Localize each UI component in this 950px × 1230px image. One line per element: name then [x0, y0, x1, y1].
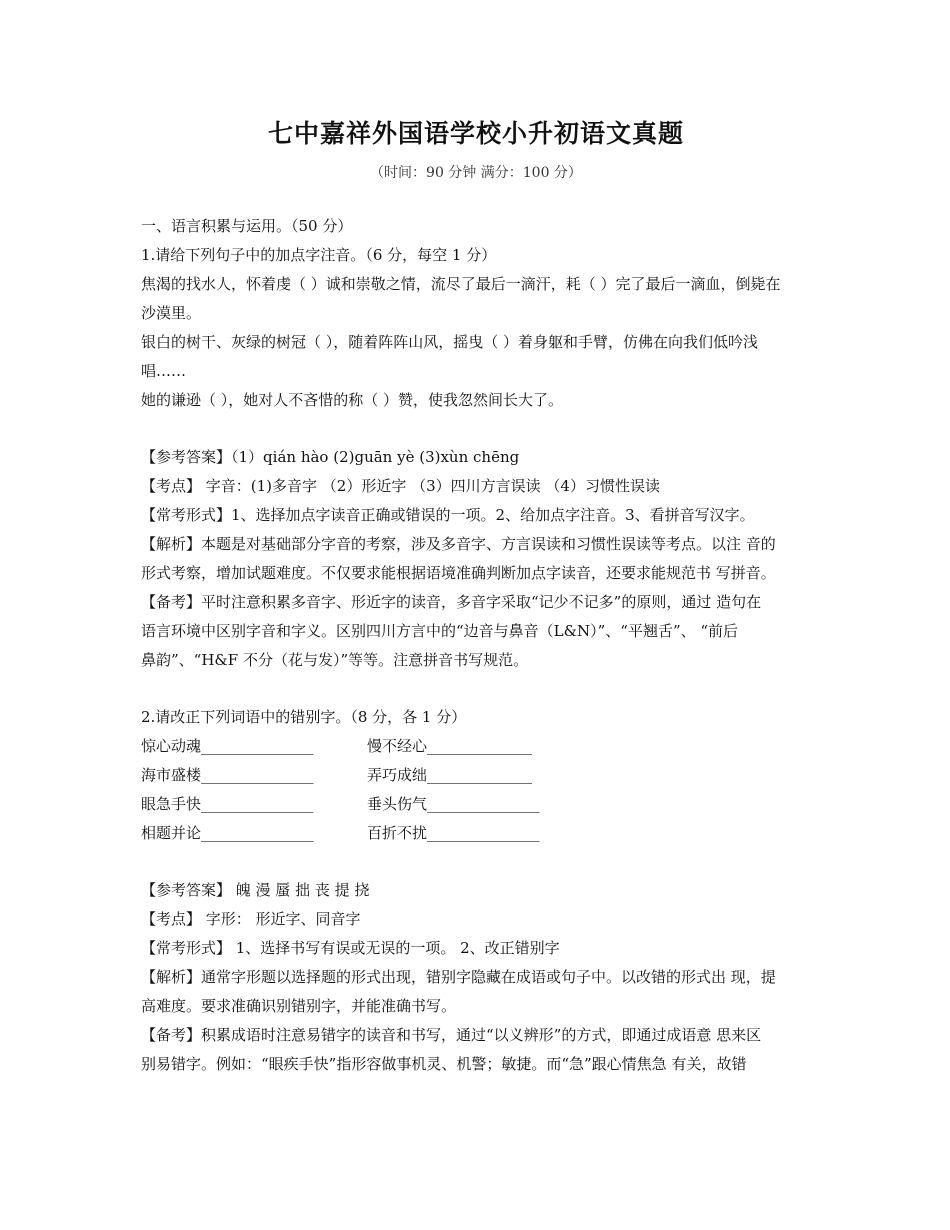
question-text-line: 她的谦逊（ ），她对人不吝惜的称（ ）赞，使我忽然间长大了。	[141, 391, 564, 409]
analysis-line: 【解析】本题是对基础部分字音的考察，涉及多音字、方言误读和习惯性误读等考点。以注 音的	[141, 535, 776, 553]
word-item: 眼急手快_______________	[141, 795, 314, 813]
word-row	[141, 790, 811, 819]
exam-point: 【考点】 字音：(1)多音字 （2）形近字 （3）四川方言误读 （4）习惯性误读	[141, 477, 660, 495]
page-title: 七中嘉祥外国语学校小升初语文真题	[267, 119, 684, 148]
prep-note-line: 鼻韵”、“H&F 不分（花与发）”等等。注意拼音书写规范。	[141, 651, 529, 669]
prep-note-line: 别易错字。例如：“眼疾手快”指形容做事机灵、机警；敏捷。而“急”跟心情焦急 有关，故错	[141, 1055, 747, 1073]
exam-point: 【考点】 字形： 形近字、同音字	[141, 910, 361, 928]
question-text-line: 沙漠里。	[141, 304, 202, 322]
question-prompt: 1.请给下列句子中的加点字注音。（6 分，每空 1 分）	[141, 246, 497, 264]
word-row	[141, 761, 811, 790]
question-text-line: 银白的树干、灰绿的树冠（ ），随着阵阵山风，摇曳（ ）着身躯和手臂，仿佛在向我们低吟浅	[141, 333, 759, 351]
word-item: 海市盛楼_______________	[141, 766, 314, 784]
word-item: 垂头伤气_______________	[367, 795, 540, 813]
word-row	[141, 819, 811, 848]
document-body	[141, 212, 811, 1079]
word-item: 慢不经心______________	[367, 737, 533, 755]
word-row	[141, 732, 811, 761]
exam-info: （时间：90 分钟 满分：100 分）	[370, 165, 582, 181]
word-item: 弄巧成绌______________	[367, 766, 533, 784]
section-heading: 一、语言积累与运用。（50 分）	[141, 217, 353, 235]
common-format: 【常考形式】1、选择加点字读音正确或错误的一项。2、给加点字注音。3、看拼音写汉字。	[141, 506, 755, 524]
question-text-line: 焦渴的找水人，怀着虔（ ）诚和崇敬之情，流尽了最后一滴汗，耗（ ）完了最后一滴血，倒毙在	[141, 275, 781, 293]
word-item: 相题并论_______________	[141, 824, 314, 842]
analysis-line: 【解析】通常字形题以选择题的形式出现，错别字隐藏在成语或句子中。以改错的形式出 现，提	[141, 968, 776, 986]
analysis-line: 形式考察，增加试题难度。不仅要求能根据语境准确判断加点字读音，还要求能规范书 写拼音。	[141, 564, 776, 582]
reference-answer: 【参考答案】（1）qián hào (2)guān yè (3)xùn chēng	[141, 448, 520, 466]
question-prompt: 2.请改正下列词语中的错别字。（8 分，各 1 分）	[141, 708, 467, 726]
question-text-line: 唱……	[141, 362, 187, 380]
word-item: 惊心动魂_______________	[141, 737, 314, 755]
analysis-line: 高难度。要求准确识别错别字，并能准确书写。	[141, 997, 457, 1015]
reference-answer: 【参考答案】 魄 漫 蜃 拙 丧 提 挠	[141, 881, 370, 899]
prep-note-line: 【备考】平时注意积累多音字、形近字的读音，多音字采取“记少不记多”的原则，通过 造句在	[141, 593, 762, 611]
common-format: 【常考形式】 1、选择书写有误或无误的一项。 2、改正错别字	[141, 939, 560, 957]
prep-note-line: 【备考】积累成语时注意易错字的读音和书写，通过“以义辨形”的方式，即通过成语意 思来区	[141, 1026, 762, 1044]
prep-note-line: 语言环境中区别字音和字义。区别四川方言中的“边音与鼻音（L&N）”、“平翘舌”、 “前后	[141, 622, 739, 640]
word-item: 百折不扰_______________	[367, 824, 540, 842]
